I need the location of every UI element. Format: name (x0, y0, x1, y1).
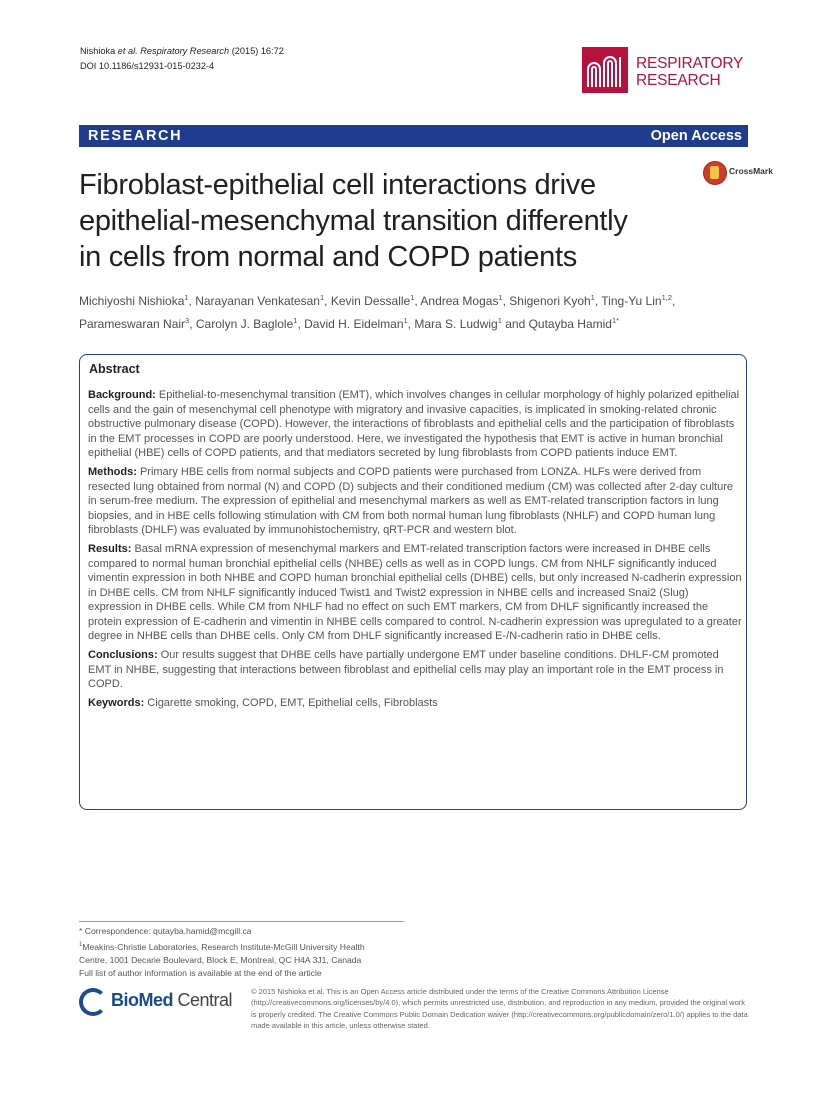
author-separator: and (501, 317, 529, 331)
author-separator: , (407, 317, 415, 331)
author-affiliation-mark: 1 (590, 293, 595, 302)
author-affiliation-mark: 1 (497, 316, 502, 325)
biomed-central-icon (79, 988, 107, 1016)
author-separator: , (189, 317, 196, 331)
author-name[interactable]: Ting-Yu Lin (601, 294, 662, 308)
author-affiliation-mark: 1 (184, 293, 189, 302)
title-line: in cells from normal and COPD patients (79, 241, 577, 273)
abstract-section-label: Background: (88, 389, 156, 401)
journal-logo-text (636, 55, 743, 89)
citation-author: Nishioka (80, 46, 116, 56)
journal-logo-line1: RESPIRATORY (636, 55, 744, 72)
footnote-divider (79, 921, 404, 922)
abstract-section-text: Basal mRNA expression of mesenchymal markers and EMT-related transcription factors were increased in DHBE cells compared to normal human bronchial epithelial cells (NHBE) cells as well as in COPD lungs. CM from NHLF significantly induced vimentin expression in both NHBE and COPD human bronchial epithelial cells (DHBE) cells, but only increased N-cadherin expression in DHBE cells. CM from NHLF significantly induced Twist1 and Twist2 expression in NHBE cells and increased Snai2 (Slug) expression in DHBE cells. While CM from NHLF had no effect on such EMT markers, CM from DHLF significantly increased the protein expression of E-cadherin and vimentin in NHBE cells compared to control. N-cadherin expression was upregulated to a greater degree in NHBE cells than DHBE cells. Only CM from DHLF significantly increased E-/N-cadherin ratio in DHBE cells. (88, 543, 742, 642)
journal-logo-line2: RESEARCH (636, 72, 721, 89)
author-affiliation-mark: 3 (185, 316, 190, 325)
abstract-section (88, 648, 743, 692)
publisher-logo[interactable] (79, 985, 239, 1021)
affiliation-mark: 1 (79, 941, 83, 948)
journal-arch-icon (582, 47, 628, 93)
author-affiliation-mark: 1,2 (661, 293, 672, 302)
author-separator: , (594, 294, 602, 308)
author-affiliation-mark: 1 (319, 293, 325, 302)
license-text: © 2015 Nishioka et al. This is an Open Access article distributed under the terms of the Creative Commons Attribution License (http://creativecommons.org/licenses/by/4.0), which permits unrestricted use, distribution, and reproduction in any medium, provided the original work is properly credited. The Creative Commons Public Domain Dedication waiver (http://creativecommons.org/publicdomain/zero/1.0/) applies to the data made available in this article, unless otherwise stated. (251, 987, 748, 1030)
publisher-rest: Central (173, 990, 233, 1010)
author-affiliation-mark: 1 (410, 293, 415, 302)
doi-link[interactable]: DOI 10.1186/s12931-015-0232-4 (80, 61, 215, 71)
full-list-note: Full list of author information is available at the end of the article (79, 968, 322, 979)
footnotes (79, 925, 419, 981)
author-name[interactable]: Carolyn J. Baglole (195, 317, 294, 331)
abstract-section-label: Keywords: (88, 697, 145, 709)
author-name[interactable]: Narayanan Venkatesan (195, 294, 320, 308)
author-affiliation-mark: 1* (611, 316, 620, 325)
journal-logo-mark (582, 47, 628, 93)
author-separator: , (188, 294, 196, 308)
publisher-logo-text (111, 990, 232, 1011)
abstract-section (88, 465, 743, 538)
abstract-section (88, 542, 743, 644)
abstract-section (88, 388, 743, 461)
affiliation-line: Meakins-Christie Laboratories, Research Institute-McGill University Health (82, 941, 365, 952)
abstract-heading: Abstract (89, 362, 140, 376)
abstract-section-text: Cigarette smoking, COPD, EMT, Epithelial cells, Fibroblasts (144, 697, 438, 709)
author-name[interactable]: Shigenori Kyoh (509, 294, 591, 308)
article-title (79, 167, 679, 275)
correspondence-email[interactable]: * Correspondence: qutayba.hamid@mcgill.ca (79, 926, 252, 936)
author-affiliation-mark: 1 (293, 316, 298, 325)
author-separator: , (324, 294, 331, 308)
title-line: Fibroblast-epithelial cell interactions drive (79, 169, 596, 201)
author-name[interactable]: Kevin Dessalle (330, 294, 411, 308)
article-type-bar (79, 125, 748, 147)
abstract-section-label: Methods: (88, 466, 137, 478)
citation-etal: et al. (117, 46, 138, 56)
author-name[interactable]: Mara S. Ludwig (414, 317, 498, 331)
crossmark-label: CrossMark (729, 166, 773, 176)
abstract-section (88, 696, 743, 711)
author-separator: , (672, 294, 676, 308)
author-affiliation-mark: 1 (403, 316, 408, 325)
author-name[interactable]: Parameswaran Nair (79, 317, 186, 331)
author-separator: , (502, 294, 510, 308)
affiliation-line: Centre, 1001 Decarie Boulevard, Block E, Montreal, QC H4A 3J1, Canada (79, 954, 362, 965)
author-name[interactable]: David H. Eidelman (304, 317, 404, 331)
citation-header (80, 44, 284, 74)
journal-logo[interactable] (582, 47, 760, 93)
citation-line (80, 44, 284, 59)
abstract-section-label: Results: (88, 543, 132, 555)
citation-volume: (2015) 16:72 (231, 46, 284, 56)
author-name[interactable]: Andrea Mogas (420, 294, 499, 308)
affiliation-note (79, 939, 419, 954)
article-type-label: RESEARCH (88, 128, 183, 144)
abstract-body (88, 388, 743, 715)
abstract-section-text: Our results suggest that DHBE cells have partially undergone EMT under baseline conditions. DHLF-CM promoted EMT in NHBE, suggesting that interactions between fibroblast and epithelial cells may play an important role in the EMT process in COPD. (88, 649, 724, 690)
abstract-section-label: Conclusions: (88, 649, 158, 661)
title-line: epithelial-mesenchymal transition differently (79, 205, 628, 237)
publisher-bold: BioMed (111, 990, 173, 1010)
crossmark-icon (703, 161, 727, 185)
author-name[interactable]: Qutayba Hamid (528, 317, 612, 331)
author-separator: , (297, 317, 305, 331)
open-access-label: Open Access (650, 128, 742, 144)
abstract-section-text: Primary HBE cells from normal subjects and COPD patients were purchased from LONZA. HLFs were derived from resected lung obtained from normal (N) and COPD (D) subjects and their conditioned medium (CM) was collected after 2-day culture in serum-free medium. The expression of epithelial and mesenchymal markers as well as EMT-related transcription factors in lung biopsies, and in HBE cells following stimulation with CM from both normal human lung fibroblasts (NHLF) and COPD human lung fibroblasts (DHLF) was evaluated by immunohistochemistry, qRT-PCR and western blot. (88, 466, 734, 536)
citation-journal: Respiratory Research (140, 46, 230, 56)
author-name[interactable]: Michiyoshi Nishioka (79, 294, 185, 308)
author-affiliation-mark: 1 (498, 293, 503, 302)
abstract-box (79, 354, 747, 810)
abstract-section-text: Epithelial-to-mesenchymal transition (EMT), which involves changes in cellular morphology of highly polarized epithelial cells and the gain of mesenchymal cell phenotype with migratory and invasive capacities, is implicated in smoking-related chronic obstructive pulmonary disease (COPD). However, the interactions of fibroblasts and epithelial cells and the participation of fibroblasts in the EMT processes in COPD are poorly understood. Here, we investigated the hypothesis that EMT is active in human bronchial epithelial (HBE) cells of COPD patients, and that mediators secreted by lung fibroblasts from COPD patients induce EMT. (88, 389, 740, 459)
author-separator: , (414, 294, 421, 308)
crossmark-badge[interactable] (703, 161, 773, 185)
author-list (79, 288, 749, 334)
